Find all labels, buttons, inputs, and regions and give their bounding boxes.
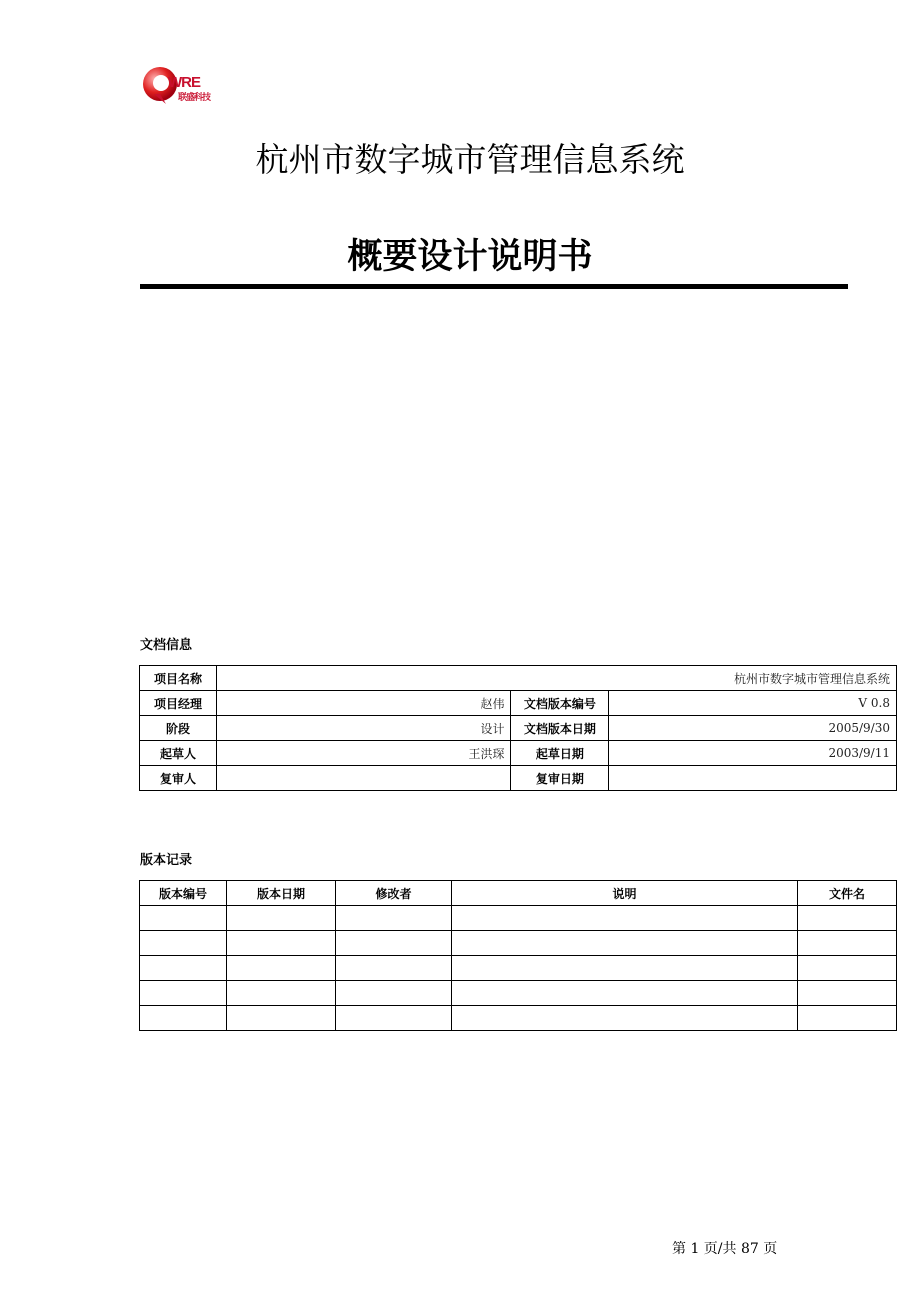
table-row — [140, 666, 897, 691]
phase-value: 设计 — [216, 716, 511, 741]
reviewer-label: 复审人 — [140, 766, 217, 791]
table-cell — [140, 931, 227, 956]
table-cell — [140, 906, 227, 931]
draft-date-value: 2003/9/11 — [609, 741, 897, 766]
table-cell — [336, 981, 452, 1006]
column-header: 修改者 — [336, 881, 452, 906]
document-title: 杭州市数字城市管理信息系统 — [255, 140, 685, 179]
title-divider — [140, 284, 848, 289]
column-header: 说明 — [452, 881, 798, 906]
table-header-row — [140, 881, 897, 906]
table-cell — [140, 981, 227, 1006]
doc-version-date-label: 文档版本日期 — [511, 716, 609, 741]
table-cell — [798, 931, 897, 956]
logo-brand-text: WRE — [168, 74, 200, 91]
table-row — [140, 691, 897, 716]
table-row — [140, 716, 897, 741]
table-row — [140, 766, 897, 791]
version-history-table — [139, 880, 897, 1031]
logo-subtitle: 联盛科技 — [178, 93, 211, 103]
column-header: 版本编号 — [140, 881, 227, 906]
table-row — [140, 741, 897, 766]
doc-version-value: V 0.8 — [609, 691, 897, 716]
review-date-label: 复审日期 — [511, 766, 609, 791]
table-cell — [798, 956, 897, 981]
table-cell — [336, 956, 452, 981]
table-cell — [140, 1006, 227, 1031]
table-row — [140, 931, 897, 956]
table-cell — [452, 1006, 798, 1031]
project-name-value: 杭州市数字城市管理信息系统 — [216, 666, 896, 691]
draft-date-label: 起草日期 — [511, 741, 609, 766]
version-history-heading: 版本记录 — [140, 853, 193, 868]
table-cell — [227, 956, 336, 981]
table-cell — [336, 1006, 452, 1031]
table-cell — [798, 906, 897, 931]
table-cell — [452, 906, 798, 931]
table-row — [140, 956, 897, 981]
column-header: 文件名 — [798, 881, 897, 906]
table-cell — [798, 1006, 897, 1031]
table-cell — [227, 931, 336, 956]
review-date-value — [609, 766, 897, 791]
table-cell — [798, 981, 897, 1006]
doc-info-heading: 文档信息 — [140, 638, 193, 653]
table-row — [140, 981, 897, 1006]
page-number: 第 1 页/共 87 页 — [672, 1241, 778, 1257]
project-name-label: 项目名称 — [140, 666, 217, 691]
table-cell — [452, 931, 798, 956]
drafter-value: 王洪琛 — [216, 741, 511, 766]
column-header: 版本日期 — [227, 881, 336, 906]
table-cell — [227, 906, 336, 931]
doc-version-date-value: 2005/9/30 — [609, 716, 897, 741]
drafter-label: 起草人 — [140, 741, 217, 766]
table-cell — [336, 931, 452, 956]
doc-info-table — [139, 665, 897, 791]
document-subtitle: 概要设计说明书 — [347, 237, 593, 277]
project-manager-label: 项目经理 — [140, 691, 217, 716]
doc-version-label: 文档版本编号 — [511, 691, 609, 716]
table-cell — [336, 906, 452, 931]
phase-label: 阶段 — [140, 716, 217, 741]
table-cell — [452, 981, 798, 1006]
table-cell — [227, 1006, 336, 1031]
table-row — [140, 1006, 897, 1031]
table-cell — [140, 956, 227, 981]
table-cell — [452, 956, 798, 981]
table-cell — [227, 981, 336, 1006]
reviewer-value — [216, 766, 511, 791]
table-row — [140, 906, 897, 931]
project-manager-value: 赵伟 — [216, 691, 511, 716]
